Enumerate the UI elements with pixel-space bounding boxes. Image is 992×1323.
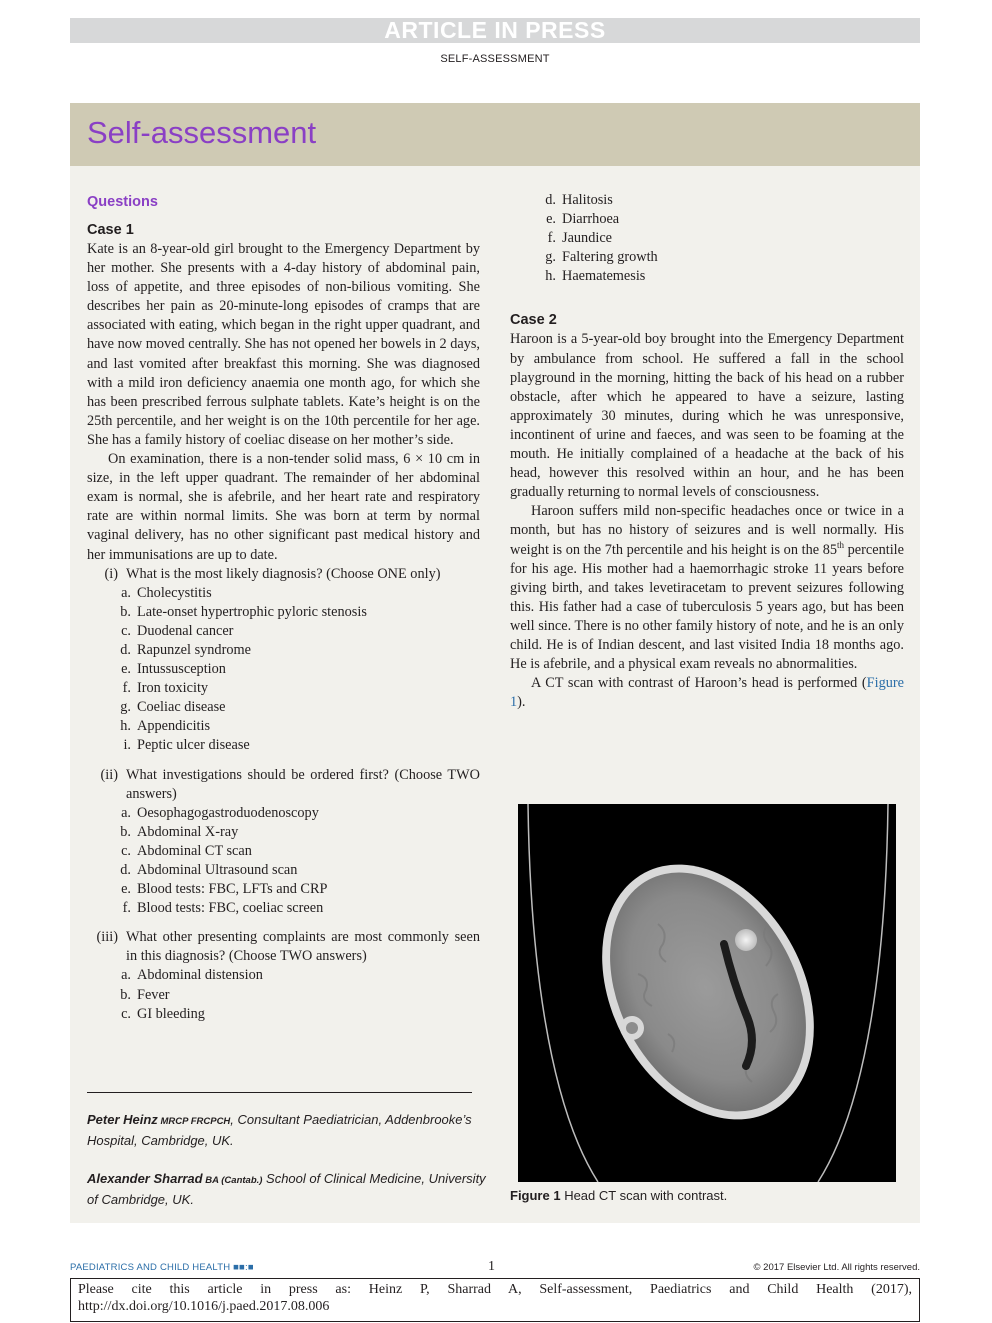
case2-paragraph [510, 502, 904, 674]
list-item [87, 986, 480, 1005]
option-letter: b. [120, 986, 131, 1003]
list-item [87, 679, 480, 698]
caption-text: Head CT scan with contrast. [560, 1188, 728, 1203]
option-text: Abdominal Ultrasound scan [137, 862, 298, 878]
option-letter: f. [122, 900, 131, 917]
option-letter: a. [121, 584, 131, 601]
option-letter: a. [121, 804, 131, 821]
option-text: Peptic ulcer disease [137, 737, 250, 754]
question-number: (i) [104, 565, 118, 582]
case2-text: A CT scan with contrast of Haroon’s head is performed ( [531, 675, 867, 692]
case2-heading: Case 2 [510, 312, 557, 329]
figure-link[interactable]: Figure 1 [510, 675, 904, 711]
option-letter: g. [545, 249, 556, 266]
list-item [510, 248, 904, 267]
option-letter: h. [545, 268, 556, 285]
option-text: Fever [137, 986, 170, 1003]
case1-paragraph: Kate is an 8-year-old girl brought to the Emergency Department by her mother. She presents with a 4-day history of abdominal pain, loss of appetite, and three episodes of non-bilious vomiting. She describes her pain as 20-minute-long episodes of cramps that are associated with eating, which began in the right upper quadrant, and have now moved centrally. She has not opened her bowels in 2 days, and last vomited after breakfast this morning. She was diagnosed with a mild iron deficiency anaemia one month ago, for which she has been prescribed ferrous sulphate tablets. Kate’s height is on the 25th percentile, and her weight is on the 10th percentile for her age. She has a family history of coeliac disease on her mother’s side. [87, 241, 480, 448]
question-number: (iii) [96, 929, 118, 946]
list-item [87, 899, 480, 918]
option-letter: h. [120, 718, 131, 735]
right-column [510, 191, 904, 712]
option-text: Jaundice [562, 230, 613, 247]
author-name: Peter Heinz [87, 1112, 158, 1127]
option-text: Duodenal cancer [137, 622, 234, 639]
option-letter: i. [123, 737, 131, 754]
list-item [87, 717, 480, 736]
option-letter: f. [547, 230, 556, 247]
case1-paragraph: On examination, there is a non-tender solid mass, 6 × 10 cm in size, in the left upper quadrant. The remainder of her abdominal exam is normal, she is afebrile, and her heart rate and respiratory rate are within normal limits. She was born at term by normal vaginal delivery, has no other significant past medical history and her immunisations are up to date. [87, 451, 480, 563]
question [87, 565, 480, 584]
option-letter: f. [122, 680, 131, 697]
case2-text: percentile for his age. His mother had a haemorrhagic stroke 11 years before giving birth, and takes levetiracetam to prevent seizures following this. His father had a case of tuberculosis 5 years ago, but has been well since. There is no other family history of note, and he is an only child. He is of Indian descent, and last visited India 18 months ago. He is afebrile, and a physical exam reveals no abnormalities. [510, 541, 904, 673]
author-divider [87, 1092, 472, 1093]
question-text: What is the most likely diagnosis? (Choose ONE only) [126, 565, 441, 582]
option-list [510, 191, 904, 286]
option-letter: c. [121, 622, 131, 639]
case2-text: Haroon suffers mild non-specific headaches once or twice in a month, but has no history of seizures and is well normally. His weight is on the 7th percentile and his height is on the 85 [510, 503, 904, 558]
option-text: Iron toxicity [137, 680, 209, 697]
author-note [87, 1110, 487, 1150]
option-text: Intussusception [137, 661, 226, 678]
author-credentials: BA (Cantab.) [202, 1175, 263, 1186]
superscript: th [837, 539, 845, 550]
option-letter: d. [120, 641, 131, 658]
author-name: Alexander Sharrad [87, 1171, 203, 1186]
list-item [87, 584, 480, 603]
option-letter: g. [120, 699, 131, 716]
questions-heading: Questions [87, 194, 158, 210]
option-text: Blood tests: FBC, LFTs and CRP [137, 881, 328, 898]
title-band [70, 103, 920, 166]
list-item [87, 842, 480, 861]
option-text: Rapunzel syndrome [137, 641, 251, 658]
option-text: Late-onset hypertrophic pyloric stenosis [137, 603, 367, 620]
author-credentials: MRCP FRCPCH [157, 1116, 231, 1127]
option-text: Appendicitis [137, 718, 211, 735]
option-letter: e. [546, 211, 556, 228]
left-column [87, 191, 480, 1024]
option-text: Abdominal CT scan [137, 842, 252, 859]
list-item [87, 1005, 480, 1024]
option-text: Abdominal X-ray [137, 823, 239, 840]
option-letter: c. [121, 842, 131, 859]
list-item [87, 698, 480, 717]
list-item [87, 823, 480, 842]
option-list [87, 584, 480, 756]
list-item [510, 229, 904, 248]
case1-heading: Case 1 [87, 222, 134, 238]
option-list [87, 804, 480, 919]
list-item [87, 736, 480, 755]
author-affiliation: , Consultant Paediatrician, Addenbrooke’s Hospital, Cambridge, UK. [87, 1112, 472, 1148]
list-item [87, 804, 480, 823]
case2-paragraph: Haroon is a 5-year-old boy brought into the Emergency Department by ambulance from school. He suffered a fall in the school playground in the morning, hitting the back of his head on a rubber obstacle, after which he appeared to have a seizure, lasting approximately 30 minutes, during which he was unresponsive, incontinent of urine and faeces, and was seen to be foaming at the mouth. He initially complained of a headache at the back of his head, however this resolved within an hour, and he has been gradually returning to normal levels of consciousness. [510, 331, 904, 501]
case2-text: ). [517, 694, 526, 711]
page-number: 1 [488, 1259, 495, 1274]
figure-label: Figure 1 [510, 1188, 561, 1203]
list-item [87, 660, 480, 679]
option-text: Coeliac disease [137, 699, 226, 716]
question [87, 766, 480, 804]
citation-box: Please cite this article in press as: Heinz P, Sharrad A, Self-assessment, Paediatrics and Child Health (2017), http://dx.doi.org/10.1016/j.paed.2017.08.006 [70, 1278, 920, 1322]
list-item [87, 641, 480, 660]
list-item [87, 966, 480, 985]
option-letter: c. [121, 1005, 131, 1022]
article-in-press-banner: ARTICLE IN PRESS [70, 18, 920, 43]
option-text: Faltering growth [562, 249, 658, 266]
list-item [87, 622, 480, 641]
author-affiliation: School of Clinical Medicine, University of Cambridge, UK. [87, 1171, 486, 1207]
option-letter: b. [120, 823, 131, 840]
list-item [87, 603, 480, 622]
option-text: Abdominal distension [137, 967, 263, 984]
option-letter: e. [121, 881, 131, 898]
question [87, 928, 480, 966]
figure-caption [510, 1188, 727, 1203]
page-title: Self-assessment [87, 115, 317, 150]
option-letter: d. [545, 192, 556, 208]
option-letter: a. [121, 967, 131, 984]
author-note [87, 1169, 487, 1209]
running-head: SELF-ASSESSMENT [440, 53, 550, 65]
option-letter: b. [120, 603, 131, 620]
option-letter: d. [120, 862, 131, 878]
case2-paragraph [510, 674, 904, 712]
option-text: Blood tests: FBC, coeliac screen [137, 900, 324, 917]
option-text: Cholecystitis [137, 584, 212, 601]
ct-scan-image [518, 804, 896, 1182]
copyright-notice: © 2017 Elsevier Ltd. All rights reserved. [753, 1262, 920, 1273]
list-item [87, 880, 480, 899]
question-text: What investigations should be ordered first? (Choose TWO answers) [126, 766, 480, 802]
list-item [510, 191, 904, 210]
ct-scan-graphic [518, 804, 896, 1182]
option-text: Halitosis [562, 192, 613, 208]
list-item [87, 861, 480, 880]
option-text: Oesophagogastroduodenoscopy [137, 804, 319, 821]
option-letter: e. [121, 661, 131, 678]
question-text: What other presenting complaints are most commonly seen in this diagnosis? (Choose TWO answers) [126, 929, 480, 965]
option-text: Haematemesis [562, 268, 646, 285]
option-list [87, 966, 480, 1023]
list-item [510, 210, 904, 229]
question-number: (ii) [100, 766, 118, 783]
journal-footer: PAEDIATRICS AND CHILD HEALTH ■■:■ [70, 1262, 254, 1273]
list-item [510, 267, 904, 286]
option-text: Diarrhoea [562, 211, 620, 228]
option-text: GI bleeding [137, 1005, 205, 1022]
